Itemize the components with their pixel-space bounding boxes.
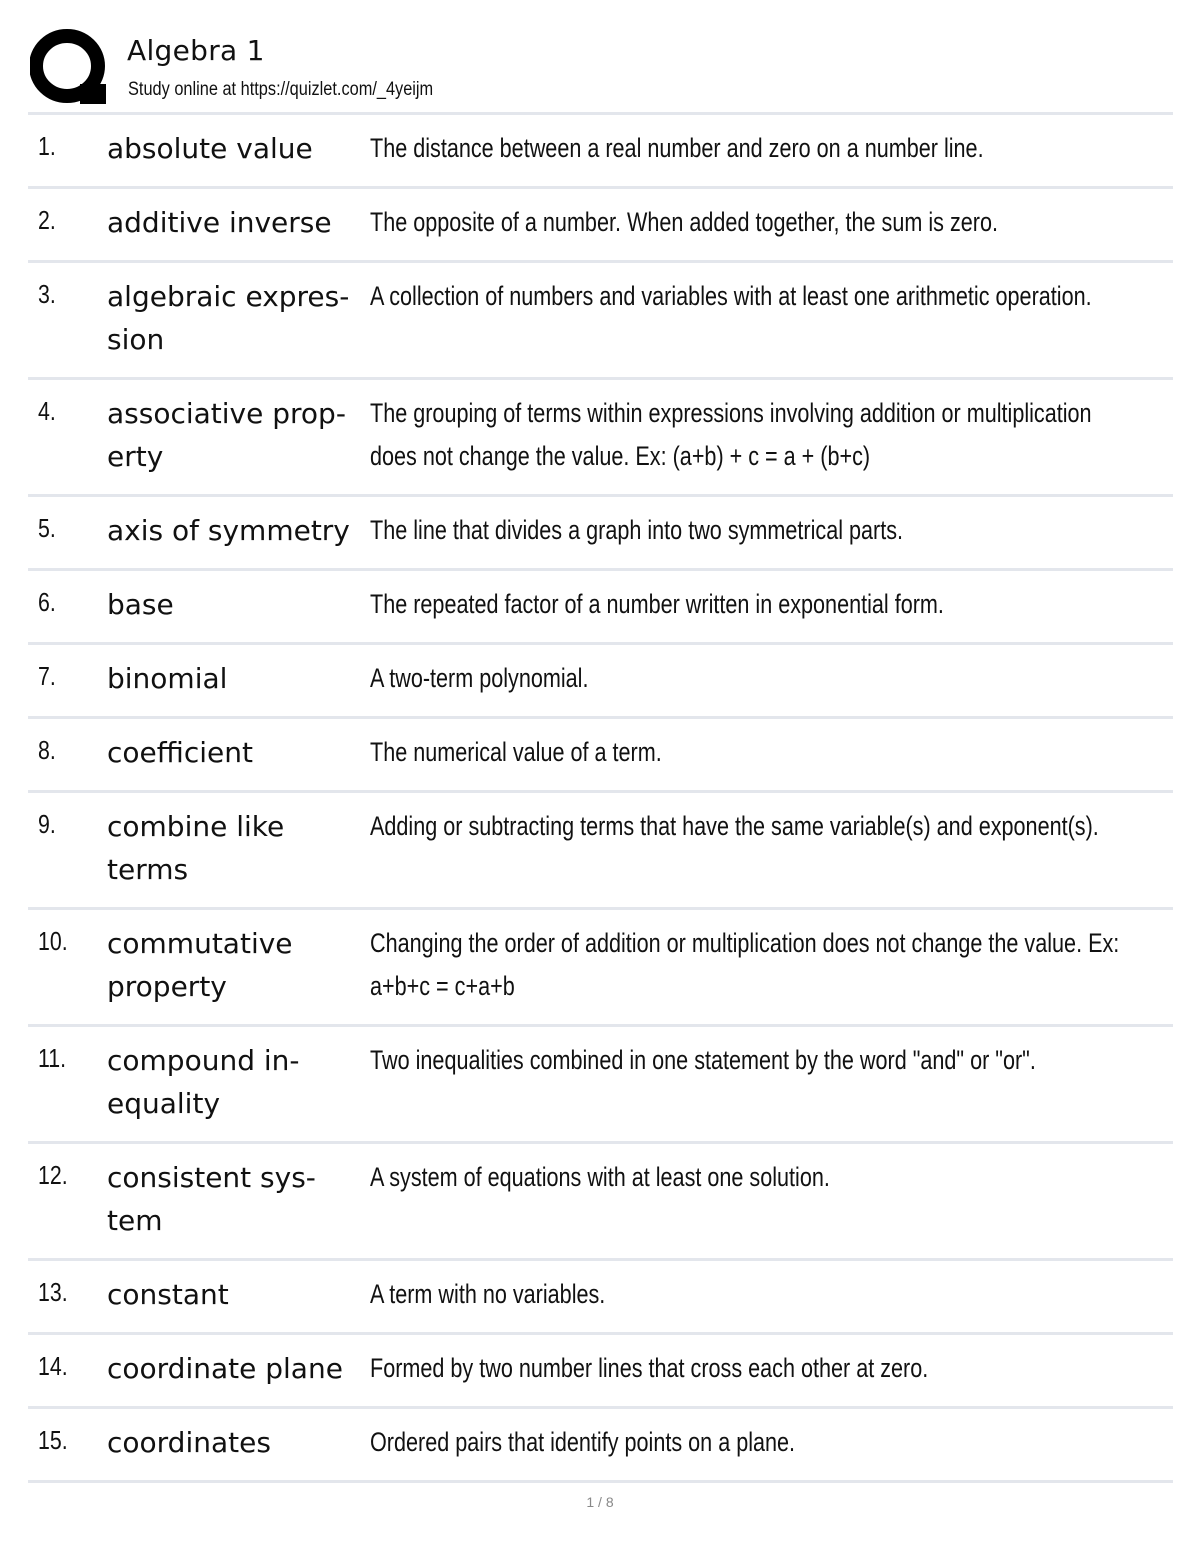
term-row	[28, 571, 1173, 645]
term-number: 13.	[38, 1277, 68, 1307]
term-word: algebraic expres- sion	[107, 280, 350, 356]
term-word: binomial	[107, 662, 228, 695]
term-number: 2.	[38, 205, 56, 235]
term-number: 3.	[38, 279, 56, 309]
term-number: 7.	[38, 661, 56, 691]
term-word: constant	[107, 1278, 229, 1311]
quizlet-logo-icon	[30, 28, 108, 108]
term-number: 8.	[38, 735, 56, 765]
term-definition: Two inequalities combined in one statement by the word "and" or "or".	[370, 1045, 1036, 1075]
term-definition: Changing the order of addition or multiplication does not change the value. Ex: a+b+c = c+a+b	[370, 928, 1120, 1001]
term-definition: The distance between a real number and zero on a number line.	[370, 133, 984, 163]
term-word: combine like terms	[107, 810, 285, 886]
term-definition: Formed by two number lines that cross each other at zero.	[370, 1353, 929, 1383]
term-number: 9.	[38, 809, 56, 839]
term-word: consistent sys- tem	[107, 1161, 316, 1237]
term-number: 4.	[38, 396, 56, 426]
term-definition: Ordered pairs that identify points on a plane.	[370, 1427, 796, 1457]
term-word: base	[107, 588, 174, 621]
study-online-link[interactable]: Study online at https://quizlet.com/_4yeijm	[128, 79, 434, 100]
page-header	[30, 28, 1172, 112]
term-word: absolute value	[107, 132, 313, 165]
term-definition: The numerical value of a term.	[370, 737, 662, 767]
term-number: 6.	[38, 587, 56, 617]
term-definition: Adding or subtracting terms that have the same variable(s) and exponent(s).	[370, 811, 1099, 841]
term-number: 10.	[38, 926, 68, 956]
term-word: coordinate plane	[107, 1352, 343, 1385]
term-row	[28, 1261, 1173, 1335]
term-definition: The grouping of terms within expressions involving addition or multiplication does not change the value. Ex: (a+b) + c = a + (b+c)	[370, 398, 1092, 471]
term-number: 11.	[38, 1043, 67, 1073]
term-definition: A collection of numbers and variables with at least one arithmetic operation.	[370, 281, 1092, 311]
term-row	[28, 497, 1173, 571]
term-row	[28, 793, 1173, 910]
term-definition: The opposite of a number. When added together, the sum is zero.	[370, 207, 998, 237]
term-row	[28, 645, 1173, 719]
term-number: 5.	[38, 513, 56, 543]
term-number: 12.	[38, 1160, 68, 1190]
term-word: coordinates	[107, 1426, 271, 1459]
term-definition: A two-term polynomial.	[370, 663, 589, 693]
term-number: 14.	[38, 1351, 68, 1381]
term-row	[28, 189, 1173, 263]
term-definition: A term with no variables.	[370, 1279, 606, 1309]
term-word: axis of symmetry	[107, 514, 350, 547]
term-definition: A system of equations with at least one solution.	[370, 1162, 830, 1192]
set-title: Algebra 1	[127, 34, 265, 67]
page-number: 1 / 8	[586, 1494, 614, 1510]
term-word: commutative property	[107, 927, 293, 1003]
term-row	[28, 1409, 1173, 1483]
term-list	[28, 112, 1173, 1483]
term-row	[28, 263, 1173, 380]
term-row	[28, 380, 1173, 497]
term-definition: The line that divides a graph into two symmetrical parts.	[370, 515, 904, 545]
term-word: additive inverse	[107, 206, 332, 239]
term-row	[28, 115, 1173, 189]
term-row	[28, 1335, 1173, 1409]
term-row	[28, 1027, 1173, 1144]
term-number: 1.	[38, 131, 56, 161]
term-word: associative prop- erty	[107, 397, 346, 473]
term-word: compound in- equality	[107, 1044, 300, 1120]
term-row	[28, 910, 1173, 1027]
term-definition: The repeated factor of a number written in exponential form.	[370, 589, 944, 619]
term-row	[28, 1144, 1173, 1261]
term-row	[28, 719, 1173, 793]
term-number: 15.	[38, 1425, 68, 1455]
term-word: coefficient	[107, 736, 253, 769]
